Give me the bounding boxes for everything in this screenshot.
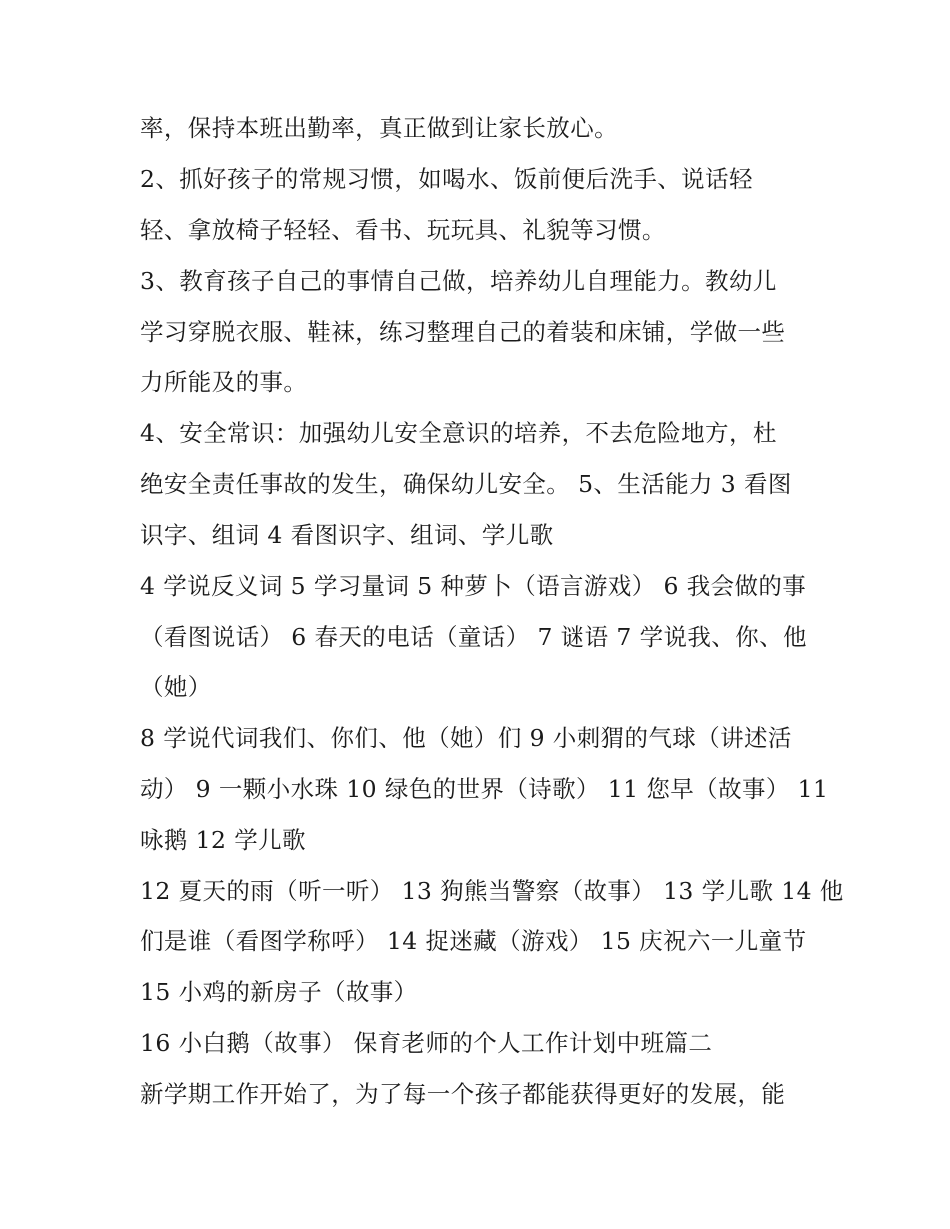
text-line: 率，保持本班出勤率，真正做到让家长放心。 (140, 114, 618, 142)
text-line: 学习穿脱衣服、鞋袜，练习整理自己的着装和床铺，学做一些 (140, 318, 786, 346)
text-line: 12 夏天的雨（听一听） 13 狗熊当警察（故事） 13 学儿歌 14 他 (140, 877, 844, 905)
text-line: 识字、组词 4 看图识字、组词、学儿歌 (140, 521, 554, 549)
text-line: 力所能及的事。 (140, 368, 308, 396)
text-line: 新学期工作开始了，为了每一个孩子都能获得更好的发展，能 (140, 1080, 786, 1108)
text-line: 2、抓好孩子的常规习惯，如喝水、饭前便后洗手、说话轻 (140, 165, 753, 193)
text-line: （看图说话） 6 春天的电话（童话） 7 谜语 7 学说我、你、他 (140, 623, 807, 651)
text-line: 3、教育孩子自己的事情自己做，培养幼儿自理能力。教幼儿 (140, 267, 777, 295)
text-line: 咏鹅 12 学儿歌 (140, 826, 306, 854)
text-line: （她） (140, 673, 212, 701)
text-line: 轻、拿放椅子轻轻、看书、玩玩具、礼貌等习惯。 (140, 216, 666, 244)
text-line: 动） 9 一颗小水珠 10 绿色的世界（诗歌） 11 您早（故事） 11 (140, 775, 829, 803)
text-line: 15 小鸡的新房子（故事） (140, 978, 418, 1006)
text-line: 8 学说代词我们、你们、他（她）们 9 小刺猬的气球（讲述活 (140, 724, 792, 752)
text-line: 4 学说反义词 5 学习量词 5 种萝卜（语言游戏） 6 我会做的事 (140, 572, 807, 600)
text-line: 4、安全常识：加强幼儿安全意识的培养，不去危险地方，杜 (140, 419, 777, 447)
text-line: 16 小白鹅（故事） 保育老师的个人工作计划中班篇二 (140, 1029, 713, 1057)
text-line: 们是谁（看图学称呼） 14 捉迷藏（游戏） 15 庆祝六一儿童节 (140, 927, 807, 955)
text-line: 绝安全责任事故的发生，确保幼儿安全。 5、生活能力 3 看图 (140, 470, 792, 498)
